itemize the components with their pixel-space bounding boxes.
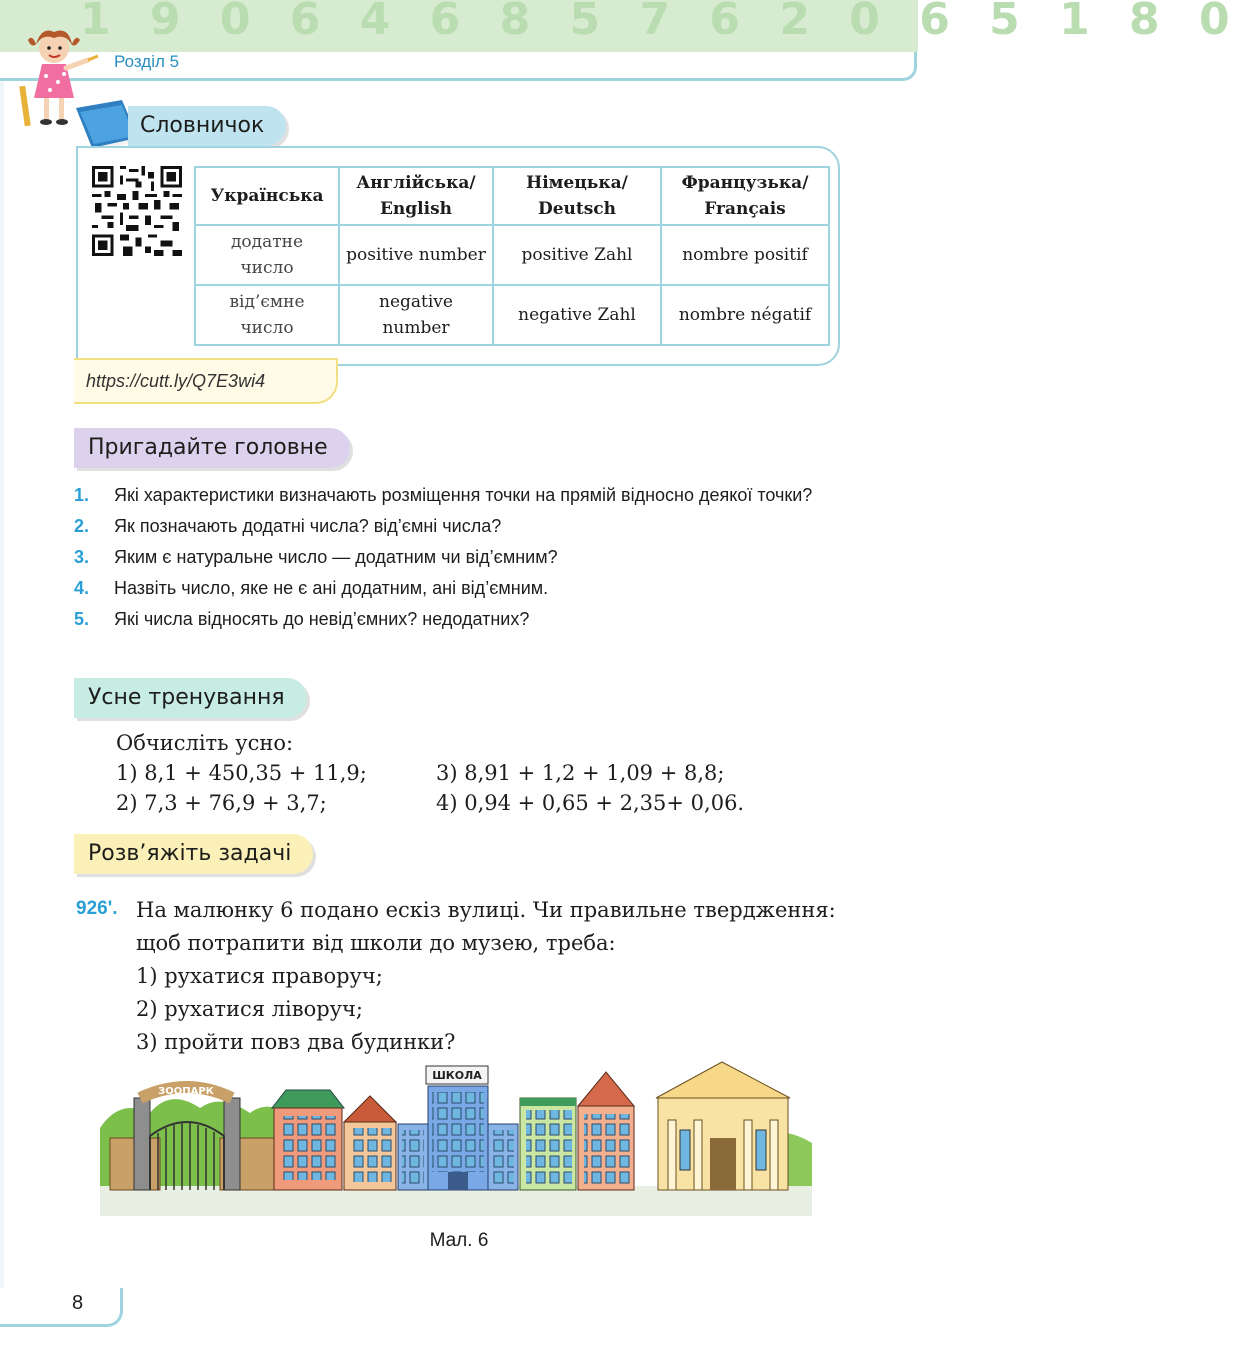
section-title-recall: Пригадайте головне bbox=[74, 428, 350, 468]
table-cell: negative number bbox=[339, 285, 493, 345]
task-number: 926'. bbox=[76, 898, 118, 919]
resource-link[interactable]: https://cutt.ly/Q7E3wi4 bbox=[74, 358, 338, 404]
building-pink-gabled bbox=[578, 1072, 634, 1190]
list-item bbox=[74, 606, 864, 632]
table-cell: negative Zahl bbox=[493, 285, 661, 345]
school-sign: ШКОЛА bbox=[432, 1069, 482, 1082]
question-text: Які характеристики визначають розміщення точки на прямій відносно деякої точки? bbox=[114, 485, 813, 505]
exercise-item: 2) 7,3 + 76,9 + 3,7; bbox=[116, 791, 327, 815]
question-text: Як позначають додатні числа? від’ємні числа? bbox=[114, 516, 502, 536]
figure-caption: Мал. 6 bbox=[429, 1230, 489, 1251]
task-option: 1) рухатися праворуч; bbox=[136, 964, 383, 988]
table-header-row bbox=[195, 167, 829, 225]
page-number: 8 bbox=[72, 1292, 84, 1314]
question-number: 4. bbox=[74, 578, 90, 598]
question-text: Яким є натуральне число — додатним чи від’ємним? bbox=[114, 547, 558, 567]
question-text: Які числа відносять до невід’ємних? недодатних? bbox=[114, 609, 530, 629]
section-title-oral-training: Усне тренування bbox=[74, 678, 307, 718]
exercise-item: 1) 8,1 + 450,35 + 11,9; bbox=[116, 761, 367, 785]
task-statement: На малюнку 6 подано ескіз вулиці. Чи правильне твердження: щоб потрапити від школи до музею, треба: bbox=[136, 898, 836, 955]
column-header: Німецька/ Deutsch bbox=[493, 167, 661, 225]
table-cell: nombre positif bbox=[661, 225, 829, 285]
table-cell: positive number bbox=[339, 225, 493, 285]
list-item bbox=[74, 482, 864, 508]
column-header: Французька/ Français bbox=[661, 167, 829, 225]
dictionary-table bbox=[194, 166, 830, 346]
building-green-roof bbox=[272, 1090, 344, 1190]
list-item bbox=[74, 544, 864, 570]
school-building bbox=[398, 1066, 518, 1190]
column-header: Англійська/ English bbox=[339, 167, 493, 225]
list-item bbox=[74, 513, 864, 539]
table-cell: додатне число bbox=[195, 225, 339, 285]
building-brick-gabled bbox=[344, 1096, 396, 1190]
question-number: 5. bbox=[74, 609, 90, 629]
table-row bbox=[195, 225, 829, 285]
table-cell: від’ємне число bbox=[195, 285, 339, 345]
qr-code-icon bbox=[92, 166, 182, 256]
building-green bbox=[520, 1098, 576, 1190]
exercise-item: 4) 0,94 + 0,65 + 2,35+ 0,06. bbox=[436, 791, 745, 815]
question-number: 2. bbox=[74, 516, 90, 536]
section-title-tasks: Розв’яжіть задачі bbox=[74, 834, 313, 874]
section-title-vocabulary: Словничок bbox=[128, 106, 286, 146]
footer-bar bbox=[0, 1288, 123, 1327]
oral-instruction: Обчисліть усно: bbox=[116, 731, 294, 755]
task-body bbox=[136, 894, 856, 1059]
column-header: Українська bbox=[195, 167, 339, 225]
table-cell: positive Zahl bbox=[493, 225, 661, 285]
museum-building bbox=[656, 1062, 790, 1190]
question-number: 1. bbox=[74, 485, 90, 505]
header-decor-digits: 1 9 0 6 4 6 8 5 7 6 2 0 6 5 1 8 0 bbox=[80, 0, 1242, 45]
list-item bbox=[74, 575, 864, 601]
chapter-label: Розділ 5 bbox=[114, 52, 180, 71]
task-option: 2) рухатися ліворуч; bbox=[136, 997, 363, 1021]
left-margin-rule bbox=[0, 78, 4, 1288]
table-cell: nombre négatif bbox=[661, 285, 829, 345]
question-text: Назвіть число, яке не є ані додатним, ані від’ємним. bbox=[114, 578, 549, 598]
question-number: 3. bbox=[74, 547, 90, 567]
exercise-item: 3) 8,91 + 1,2 + 1,09 + 8,8; bbox=[436, 761, 725, 785]
table-row bbox=[195, 285, 829, 345]
task-option: 3) пройти повз два будинки? bbox=[136, 1030, 456, 1054]
street-illustration bbox=[100, 1058, 812, 1216]
oral-exercises bbox=[116, 728, 796, 818]
questions-list bbox=[74, 482, 864, 637]
zoo-sign: ЗООПАРК bbox=[158, 1086, 214, 1097]
